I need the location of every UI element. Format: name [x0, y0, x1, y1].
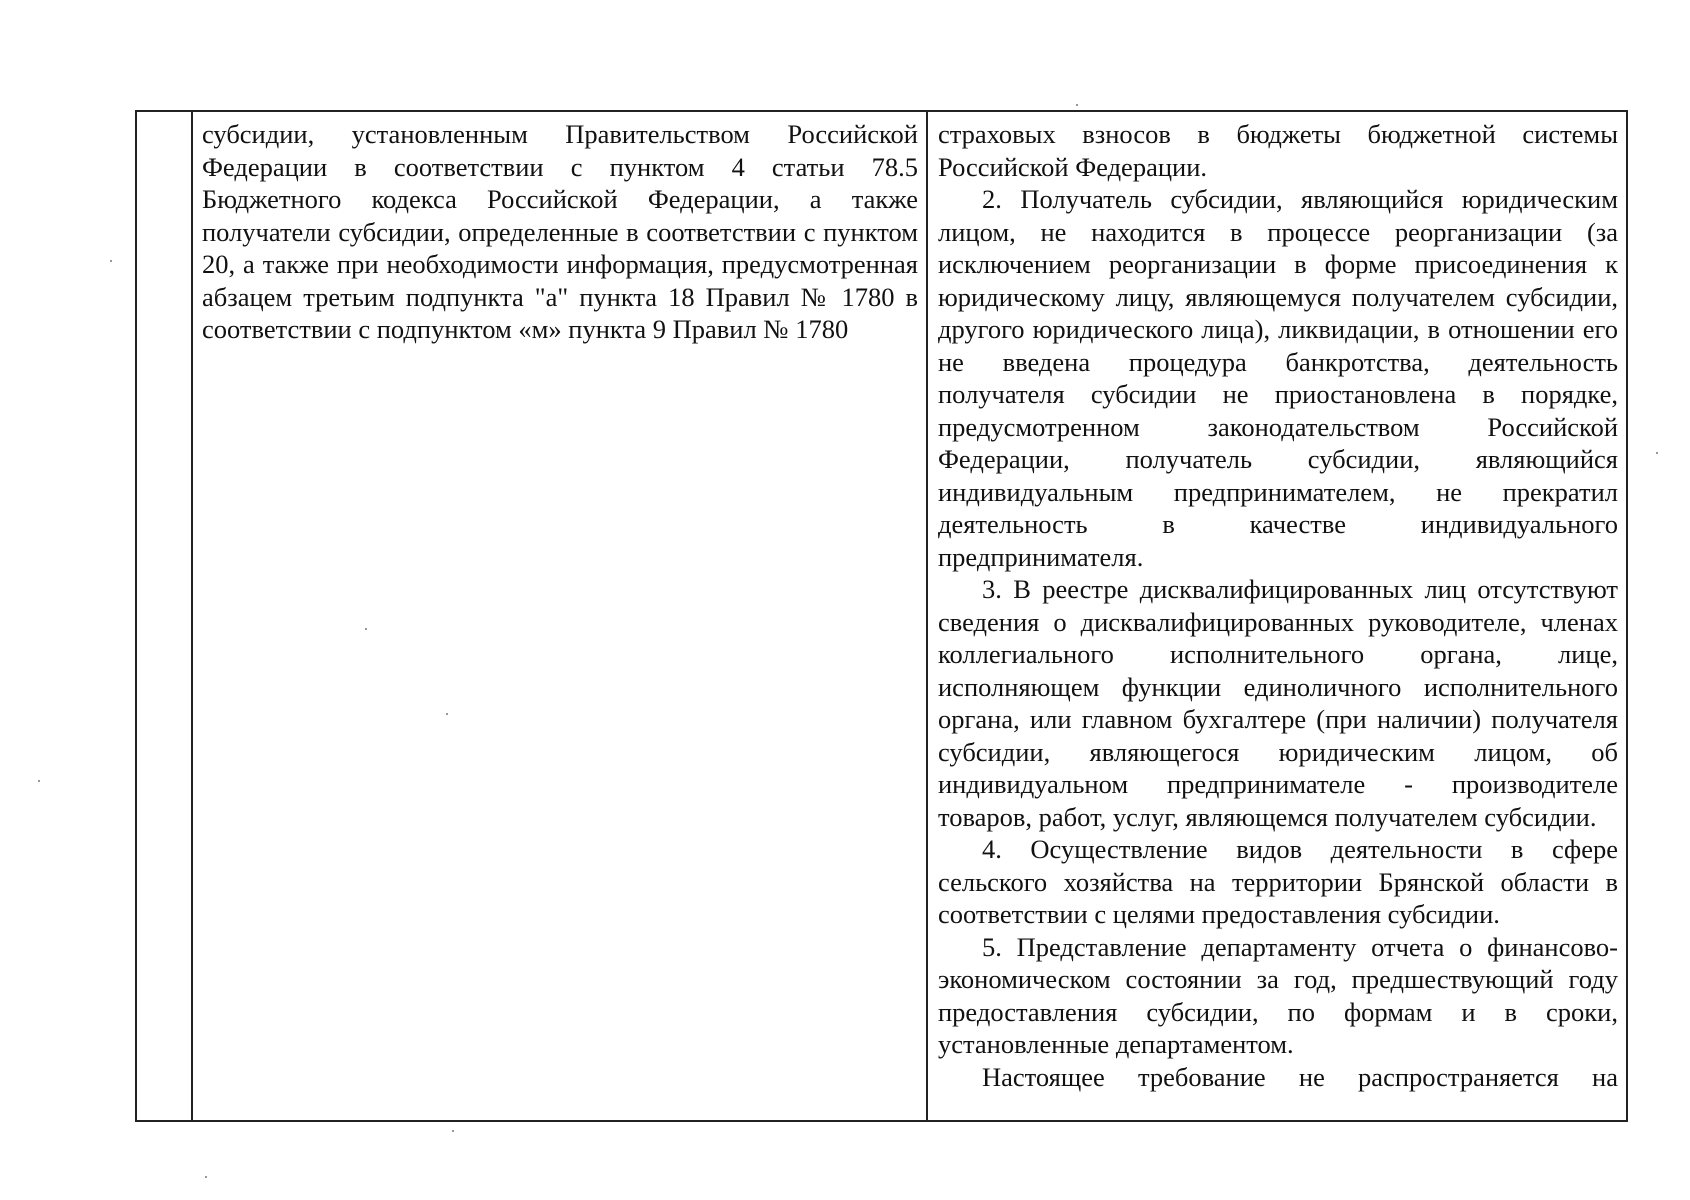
requirement-item-3: 3. В реестре дисквалифицированных лиц отсутствуют сведения о дисквалифицированных руководителе, членах коллегиального исполнительного органа, лице, исполняющем функции единоличного исполнительного органа, или главном бухгалтере (при наличии) получателя субсидии, являющегося юридическим лицом, об индивидуальном предпринимателе - производителе товаров, работ, услуг, являющемся получателем субсидии.: [938, 574, 1618, 832]
requirement-item-2: 2. Получатель субсидии, являющийся юридическим лицом, не находится в процессе реорганизации (за исключением реорганизации в форме присоединения к юридическому лицу, являющемуся получателем субсидии, другого юридического лица), ликвидации, в отношении его не введена процедура банкротства, деятельность получателя субсидии не приостановлена в порядке, предусмотренном законодательством Российской Федерации, получатель субсидии, являющийся индивидуальным предпринимателем, не прекратил деятельность в качестве индивидуального предпринимателя.: [938, 184, 1618, 572]
scan-speck: [205, 1176, 207, 1178]
scan-speck: [452, 1130, 454, 1132]
scan-speck: [38, 780, 40, 782]
right-continuation-paragraph: страховых взносов в бюджеты бюджетной системы Российской Федерации.: [938, 119, 1618, 182]
scan-speck: [110, 260, 112, 262]
left-column-cell: [193, 112, 928, 1120]
requirement-final-fragment: Настоящее требование не распространяется на: [982, 1061, 1618, 1092]
scan-speck: [1656, 452, 1658, 454]
right-column-cell: [928, 112, 1626, 1120]
scan-speck: [446, 713, 448, 715]
scan-speck: [365, 628, 367, 630]
scan-speck: [1076, 104, 1078, 106]
requirement-item-5: 5. Представление департаменту отчета о финансово-экономическом состоянии за год, предшествующий году предоставления субсидии, по формам и в сроки, установленные департаментом.: [938, 931, 1618, 1059]
document-table: [135, 110, 1628, 1122]
requirement-item-4: 4. Осуществление видов деятельности в сфере сельского хозяйства на территории Брянской области в соответствии с целями предоставления субсидии.: [938, 834, 1618, 929]
left-column-paragraph: субсидии, установленным Правительством Российской Федерации в соответствии с пунктом 4 статьи 78.5 Бюджетного кодекса Российской Федерации, а также получатели субсидии, определенные в соответствии с пунктом 20, а также при необходимости информация, предусмотренная абзацем третьим подпункта "а" пункта 18 Правил № 1780 в соответствии с подпунктом «м» пункта 9 Правил № 1780: [202, 119, 918, 344]
number-column-cell: [137, 112, 193, 1120]
